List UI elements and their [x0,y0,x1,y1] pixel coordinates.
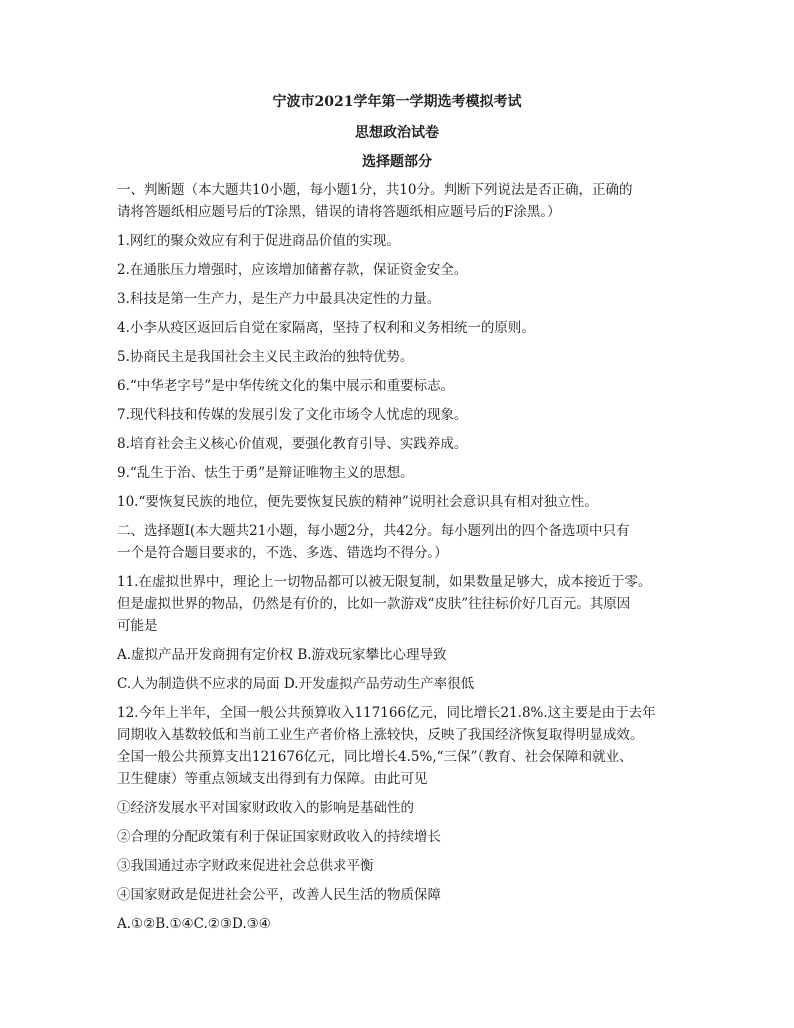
question-stem-line: 但是虚拟世界的物品，仍然是有价的，比如一款游戏“皮肤”往往标价好几百元。其原因 [117,596,631,612]
judgment-item: 9.“乱生于治、怯生于勇”是辩证唯物主义的思想。 [117,465,414,481]
judgment-item: 1.网红的聚众效应有利于促进商品价值的实现。 [117,233,400,249]
exam-subject: 思想政治试卷 [355,125,439,141]
question-options: A.虚拟产品开发商拥有定价权 B.游戏玩家攀比心理导致 [117,647,447,663]
judgment-item: 4.小李从疫区返回后自觉在家隔离，坚持了权利和义务相统一的原则。 [117,320,535,336]
question-options: C.人为制造供不应求的局面 D.开发虚拟产品劳动生产率很低 [117,676,475,692]
judgment-item: 7.现代科技和传媒的发展引发了文化市场令人忧虑的现象。 [117,407,468,423]
question-stem-line: 12.今年上半年，全国一般公共预算收入117166亿元，同比增长21.8%.这主要是由于去年 [117,705,656,721]
question-statement: ①经济发展水平对国家财政收入的影响是基础性的 [117,800,414,816]
judgment-item: 5.协商民主是我国社会主义民主政治的独特优势。 [117,349,414,365]
judgment-item: 8.培育社会主义核心价值观，要强化教育引导、实践养成。 [117,436,468,452]
question-statement: ②合理的分配政策有利于保证国家财政收入的持续增长 [117,829,441,845]
exam-part-heading: 选择题部分 [362,154,432,170]
section-instruction-line: 请将答题纸相应题号后的T涂黑，错误的请将答题纸相应题号后的F涂黑。） [117,204,561,220]
judgment-item: 6.“中华老字号”是中华传统文化的集中展示和重要标志。 [117,378,455,394]
question-options: A.①②B.①④C.②③D.③④ [117,916,271,932]
judgment-item: 3.科技是第一生产力，是生产力中最具决定性的力量。 [117,291,441,307]
question-stem-line: 11.在虚拟世界中，理论上一切物品都可以被无限复制，如果数量足够大，成本接近于零。 [117,574,652,590]
question-stem-line: 卫生健康）等重点领域支出得到有力保障。由此可见 [117,771,428,787]
question-stem-line: 全国一般公共预算支出121676亿元，同比增长4.5%,“三保”（教育、社会保障和就业、 [117,749,633,765]
exam-title: 宁波市2021学年第一学期选考模拟考试 [272,94,522,110]
section-instruction-line: 一个是符合题目要求的，不选、多选、错选均不得分。） [117,545,448,561]
question-statement: ④国家财政是促进社会公平，改善人民生活的物质保障 [117,887,441,903]
question-statement: ③我国通过赤字财政来促进社会总供求平衡 [117,858,374,874]
question-stem-line: 可能是 [117,618,158,634]
judgment-item: 2.在通胀压力增强时，应该增加储蓄存款，保证资金安全。 [117,262,468,278]
section-instruction-line: 二、选择题Ⅰ(本大题共21小题，每小题2分，共42分。每小题列出的四个备选项中只有 [117,523,630,539]
section-instruction-line: 一、判断题（本大题共10小题，每小题1分，共10分。判断下列说法是否正确，正确的 [117,182,633,198]
question-stem-line: 同期收入基数较低和当前工业生产者价格上涨较快，反映了我国经济恢复取得明显成效。 [117,727,644,743]
judgment-item: 10.“要恢复民族的地位，便先要恢复民族的精神”说明社会意识具有相对独立性。 [117,494,598,510]
